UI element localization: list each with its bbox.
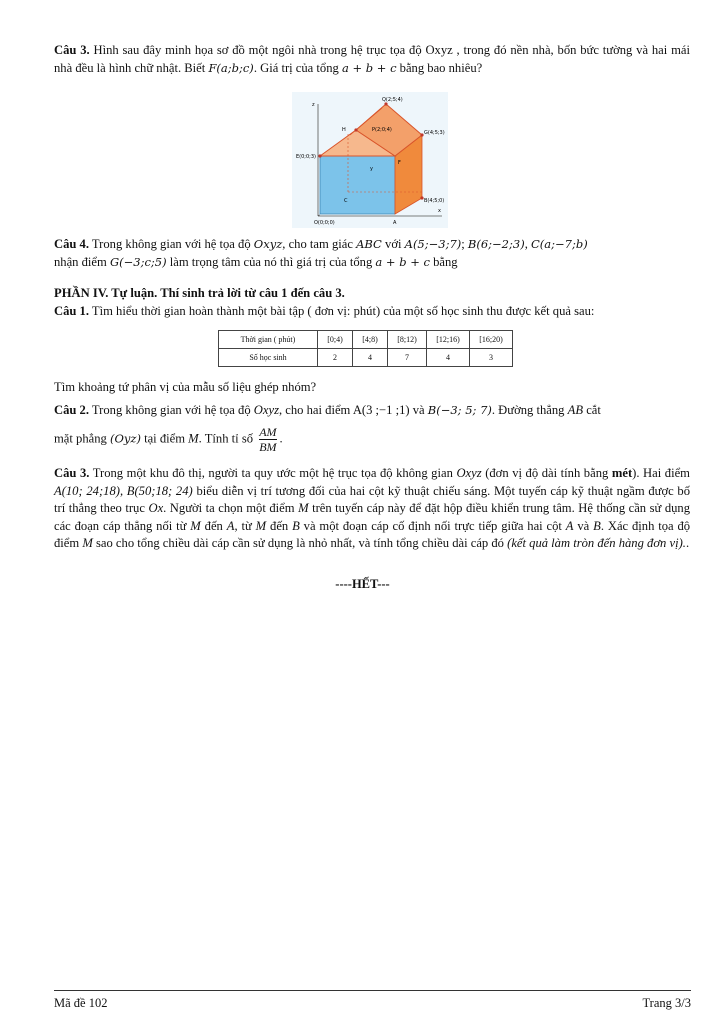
label-H: H [342,127,346,133]
end-marker: ----HẾT--- [335,577,390,591]
label-P: P(2;0;4) [372,127,392,133]
essay-question-1: Câu 1. Tìm hiểu thời gian hoàn thành một bài tập ( đơn vị: phút) của một số học sinh thu được kết quả sau: [54,304,595,318]
question-label: Câu 4. [54,237,89,251]
page-number: Trang 3/3 [642,996,691,1010]
question-3: Câu 3. Hình sau đây minh họa sơ đồ một ngôi nhà trong hệ trục tọa độ Oxyz , trong đó nền nhà, bốn bức tường và hai mái nhà đều là hình chữ nhật. Biết F(a;b;c). Giá trị của tổng a + b + c bằng bao nhiêu? [54,43,690,75]
house-diagram [292,92,448,228]
label-G: G(4;5;3) [424,130,445,136]
essay-1-question: Tìm khoảng tứ phân vị của mẫu số liệu ghép nhóm? [54,380,317,394]
label-Q: Q(2;5;4) [382,97,403,103]
label-x: x [438,208,441,214]
essay-question-2: Câu 2. Trong không gian với hệ tọa độ Oxyz, cho hai điểm A(3 ;−1 ;1) và B(−3; 5; 7). Đường thẳng AB cắt [54,403,601,417]
exam-code: Mã đề 102 [54,996,108,1010]
part-iv-heading: PHẦN IV. Tự luận. Thí sinh trả lời từ câu 1 đến câu 3. [54,286,345,300]
label-y: y [370,166,373,172]
label-z: z [312,102,315,108]
label-C: C [344,198,348,204]
front-wall [320,156,395,214]
question-label: Câu 1. [54,304,89,318]
question-label: Câu 3. [54,43,90,57]
question-4: Câu 4. Trong không gian với hệ tọa độ Oxyz, cho tam giác ABC với A(5;−3;7); B(6;−2;3), C(a;−7;b) nhận điểm G(−3;c;5) làm trọng tâm của nó thì giá trị của tổng a + b + c bằng [54,237,588,269]
question-label: Câu 2. [54,403,89,417]
essay-question-2-line-2: mặt phẳng (Oyz) tại điểm M. Tính tỉ số $\frac{AM}{BM}$ . [54,425,283,454]
essay-question-3: Câu 3. Trong một khu đô thị, người ta quy ước một hệ trục tọa độ không gian Oxyz (đơn vị độ dài tính bằng mét). Hai điểm A(10; 24;18), B(50;18; 24) biểu diễn vị trí tương đối của hai cột kỹ thuật chiếu sáng. Một tuyến cáp kỹ thuật ngầm được bố trí thẳng theo trục Ox. Người ta chọn một điểm M trên tuyến cáp này để đặt hộp điều khiển trung tâm. Hệ thống cần sử dụng các đoạn cáp thẳng nối từ M đến A, từ M đến B và một đoạn cáp cố định nối trực tiếp giữa hai cột A và B. Xác định tọa độ điểm M sao cho tổng chiều dài cáp cần sử dụng là nhỏ nhất, và tính tổng chiều dài cáp đó (kết quả làm tròn đến hàng đơn vị).. [54,466,691,550]
ratio-fraction: $\frac{AM}{BM}$ [259,425,277,454]
footer-divider [54,990,691,991]
house-figure [292,92,448,228]
label-E: E(0;0;3) [296,154,316,160]
frequency-table [218,330,513,367]
question-label: Câu 3. [54,466,90,480]
label-F: F [398,160,401,166]
label-B: B(4;5;0) [424,198,445,204]
label-A: A [393,220,397,226]
table-row: Thời gian ( phút) [0;4) [4;8) [8;12) [12;16) [16;20) [219,331,513,349]
table-row: Số học sinh 2 4 7 4 3 [219,349,513,367]
label-O: O(0;0;0) [314,220,335,226]
